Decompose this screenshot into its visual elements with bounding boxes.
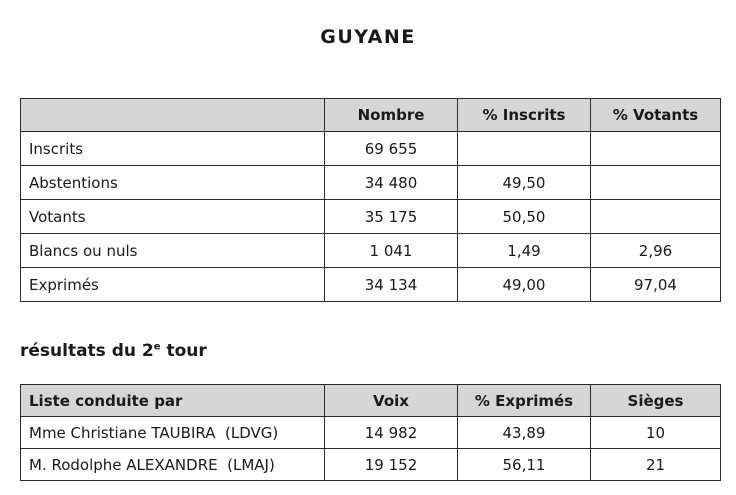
participation-table bbox=[20, 98, 721, 302]
header-cell-liste: Liste conduite par bbox=[21, 385, 325, 417]
header-cell-pct-votants: % Votants bbox=[591, 99, 721, 132]
header-cell-pct-inscrits: % Inscrits bbox=[458, 99, 591, 132]
header-cell-empty bbox=[21, 99, 325, 132]
cell-sieges: 10 bbox=[591, 417, 721, 449]
table-row bbox=[21, 234, 721, 268]
cell-nombre: 34 134 bbox=[325, 268, 458, 302]
table-header-row bbox=[21, 99, 721, 132]
cell-nombre: 35 175 bbox=[325, 200, 458, 234]
table-row bbox=[21, 200, 721, 234]
header-cell-nombre: Nombre bbox=[325, 99, 458, 132]
cell-pct-votants bbox=[591, 166, 721, 200]
cell-sieges: 21 bbox=[591, 449, 721, 481]
row-label: Blancs ou nuls bbox=[21, 234, 325, 268]
results-table bbox=[20, 384, 721, 481]
cell-liste: Mme Christiane TAUBIRA (LDVG) bbox=[21, 417, 325, 449]
cell-pct-inscrits: 1,49 bbox=[458, 234, 591, 268]
cell-liste: M. Rodolphe ALEXANDRE (LMAJ) bbox=[21, 449, 325, 481]
cell-pct-inscrits bbox=[458, 132, 591, 166]
row-label: Inscrits bbox=[21, 132, 325, 166]
row-label: Votants bbox=[21, 200, 325, 234]
header-cell-pct-exprimes: % Exprimés bbox=[458, 385, 591, 417]
results-subtitle-main: résultats du 2 bbox=[20, 341, 154, 361]
results-subtitle-sup: e bbox=[153, 341, 161, 353]
results-subtitle-end: tour bbox=[160, 341, 207, 361]
cell-pct-votants bbox=[591, 132, 721, 166]
cell-voix: 14 982 bbox=[325, 417, 458, 449]
cell-pct-votants bbox=[591, 200, 721, 234]
cell-pct-votants: 97,04 bbox=[591, 268, 721, 302]
table-row bbox=[21, 449, 721, 481]
cell-pct-inscrits: 49,00 bbox=[458, 268, 591, 302]
page-title: GUYANE bbox=[320, 26, 416, 48]
table-header-row bbox=[21, 385, 721, 417]
table-row bbox=[21, 166, 721, 200]
cell-nombre: 1 041 bbox=[325, 234, 458, 268]
cell-pct-inscrits: 49,50 bbox=[458, 166, 591, 200]
cell-pct-exprimes: 56,11 bbox=[458, 449, 591, 481]
table-row bbox=[21, 268, 721, 302]
cell-nombre: 34 480 bbox=[325, 166, 458, 200]
header-cell-voix: Voix bbox=[325, 385, 458, 417]
row-label: Exprimés bbox=[21, 268, 325, 302]
cell-pct-votants: 2,96 bbox=[591, 234, 721, 268]
row-label: Abstentions bbox=[21, 166, 325, 200]
table-row bbox=[21, 417, 721, 449]
header-cell-sieges: Sièges bbox=[591, 385, 721, 417]
cell-voix: 19 152 bbox=[325, 449, 458, 481]
cell-pct-exprimes: 43,89 bbox=[458, 417, 591, 449]
results-subtitle bbox=[20, 341, 207, 361]
cell-pct-inscrits: 50,50 bbox=[458, 200, 591, 234]
cell-nombre: 69 655 bbox=[325, 132, 458, 166]
table-row bbox=[21, 132, 721, 166]
